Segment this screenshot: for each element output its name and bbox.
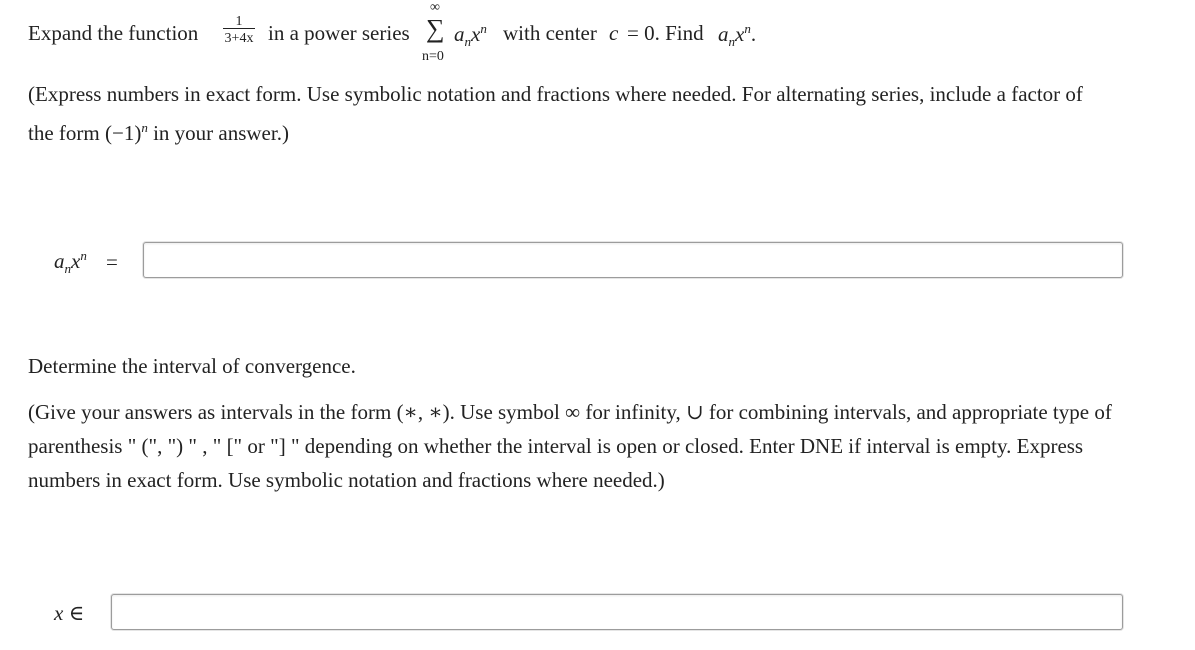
answer-1-label: $a_nx^n$ bbox=[54, 248, 87, 277]
instructions-2-line-1: (Give your answers as intervals in the form (∗, ∗). Use symbol ∞ for infinity, ∪ for combining intervals, and appropriate type of bbox=[28, 400, 1112, 424]
instructions-1 bbox=[28, 77, 1178, 150]
interval-answer-input[interactable] bbox=[112, 595, 1122, 629]
power-series-answer-input[interactable] bbox=[144, 243, 1122, 277]
question-2-text: Determine the interval of convergence. bbox=[28, 354, 356, 378]
instructions-2-line-3: numbers in exact form. Use symbolic notation and fractions where needed.) bbox=[28, 468, 665, 492]
instructions-2-line-2: parenthesis " (", ") " , " [" or "] " depending on whether the interval is open or closed. Enter DNE if interval is empty. Express bbox=[28, 434, 1084, 458]
answer-2-field-wrapper bbox=[111, 594, 1123, 630]
question-mid: in a power series bbox=[268, 21, 410, 45]
sum-symbol: ∑ bbox=[426, 14, 445, 43]
question-prefix: Expand the function bbox=[28, 21, 199, 45]
answer-1-field-wrapper bbox=[143, 242, 1123, 278]
find-term: $a_nx^n$. bbox=[718, 21, 757, 50]
sum-upper-limit: ∞ bbox=[430, 0, 440, 15]
answer-2-label: x ∈ bbox=[54, 601, 85, 625]
instructions-1-line-2: the form $(-1)^n$ in your answer.) bbox=[28, 120, 289, 145]
sum-lower-limit: n=0 bbox=[422, 49, 444, 64]
series-term: $a_nx^n$ bbox=[454, 21, 487, 50]
instructions-1-line-1: (Express numbers in exact form. Use symbolic notation and fractions where needed. For alternating series, include a factor of bbox=[28, 82, 1083, 106]
center-text: with center bbox=[503, 21, 597, 45]
center-variable: c bbox=[609, 21, 619, 45]
fraction-numerator: 1 bbox=[235, 14, 243, 29]
center-value: = 0. Find bbox=[627, 21, 704, 45]
fraction-denominator: 3+4x bbox=[224, 31, 254, 46]
instructions-2 bbox=[28, 395, 1178, 497]
answer-1-equals: = bbox=[106, 250, 118, 274]
